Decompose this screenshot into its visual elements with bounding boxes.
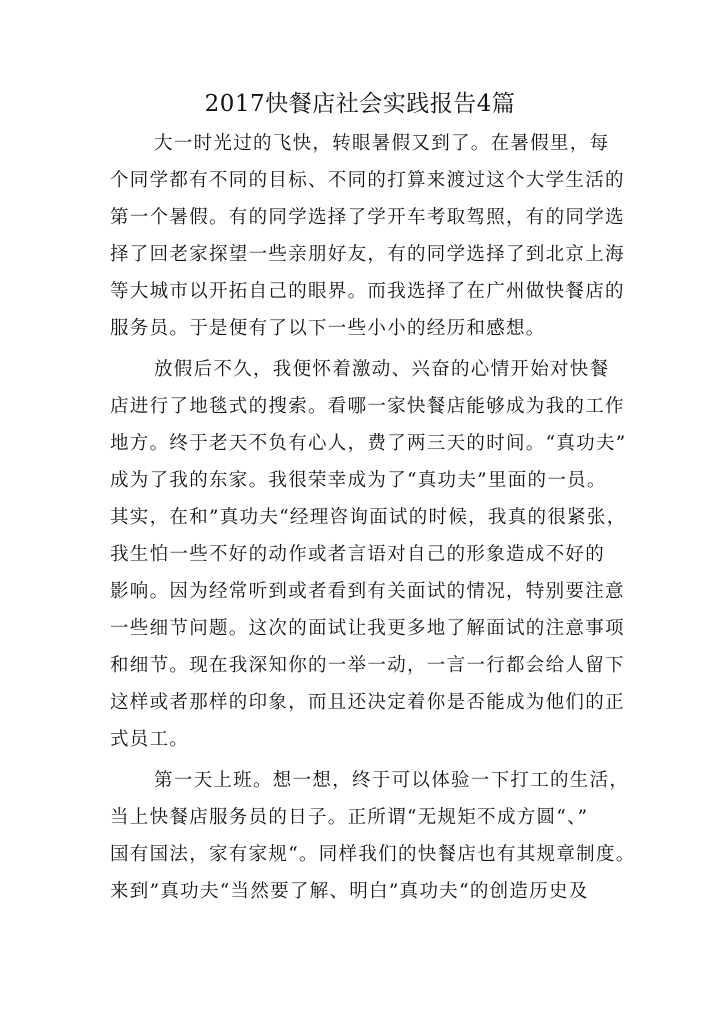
paragraph-2-line-1: 放假后不久，我便怀着激动、兴奋的心情开始对快餐 bbox=[154, 359, 610, 380]
paragraph-1-line-1: 大一时光过的飞快，转眼暑假又到了。在暑假里，每 bbox=[154, 133, 610, 154]
paragraph-2-line-11: 式员工。 bbox=[110, 729, 190, 750]
document-title: 2017快餐店社会实践报告4篇 bbox=[204, 91, 516, 117]
paragraph-1-line-5: 等大城市以开拓自己的眼界。而我选择了在广州做快餐店的 bbox=[110, 281, 625, 302]
paragraph-3-line-3: 国有国法，家有家规“。同样我们的快餐店也有其规章制度。 bbox=[110, 844, 636, 865]
paragraph-2-line-10: 这样或者那样的印象，而且还决定着你是否能成为他们的正 bbox=[110, 692, 625, 713]
paragraph-2-line-2: 店进行了地毯式的搜索。看哪一家快餐店能够成为我的工作 bbox=[110, 396, 625, 417]
paragraph-1-line-4: 择了回老家探望一些亲朋好友，有的同学选择了到北京上海 bbox=[110, 244, 625, 265]
paragraph-2-line-9: 和细节。现在我深知你的一举一动，一言一行都会给人留下 bbox=[110, 655, 625, 676]
paragraph-3-line-2: 当上快餐店服务员的日子。正所谓“无规矩不成方圆“、” bbox=[110, 807, 589, 828]
paragraph-1-line-6: 服务员。于是便有了以下一些小小的经历和感想。 bbox=[110, 318, 546, 339]
paragraph-3-line-1: 第一天上班。想一想，终于可以体验一下打工的生活， bbox=[154, 770, 630, 791]
paragraph-2-line-4: 成为了我的东家。我很荣幸成为了“真功夫”里面的一员。 bbox=[110, 470, 607, 491]
paragraph-1-line-3: 第一个暑假。有的同学选择了学开车考取驾照，有的同学选 bbox=[110, 207, 625, 228]
paragraph-3-line-4: 来到”真功夫“当然要了解、明白”真功夫“的创造历史及 bbox=[110, 881, 589, 902]
paragraph-2-line-3: 地方。终于老天不负有心人，费了两三天的时间。“真功夫” bbox=[110, 433, 627, 454]
paragraph-2-line-5: 其实，在和”真功夫“经理咨询面试的时候，我真的很紧张， bbox=[110, 507, 627, 528]
paragraph-2-line-6: 我生怕一些不好的动作或者言语对自己的形象造成不好的 bbox=[110, 544, 606, 565]
paragraph-2-line-7: 影响。因为经常听到或者看到有关面试的情况，特别要注意 bbox=[110, 581, 625, 602]
paragraph-1-line-2: 个同学都有不同的目标、不同的打算来渡过这个大学生活的 bbox=[110, 170, 625, 191]
paragraph-2-line-8: 一些细节问题。这次的面试让我更多地了解面试的注意事项 bbox=[110, 618, 625, 639]
